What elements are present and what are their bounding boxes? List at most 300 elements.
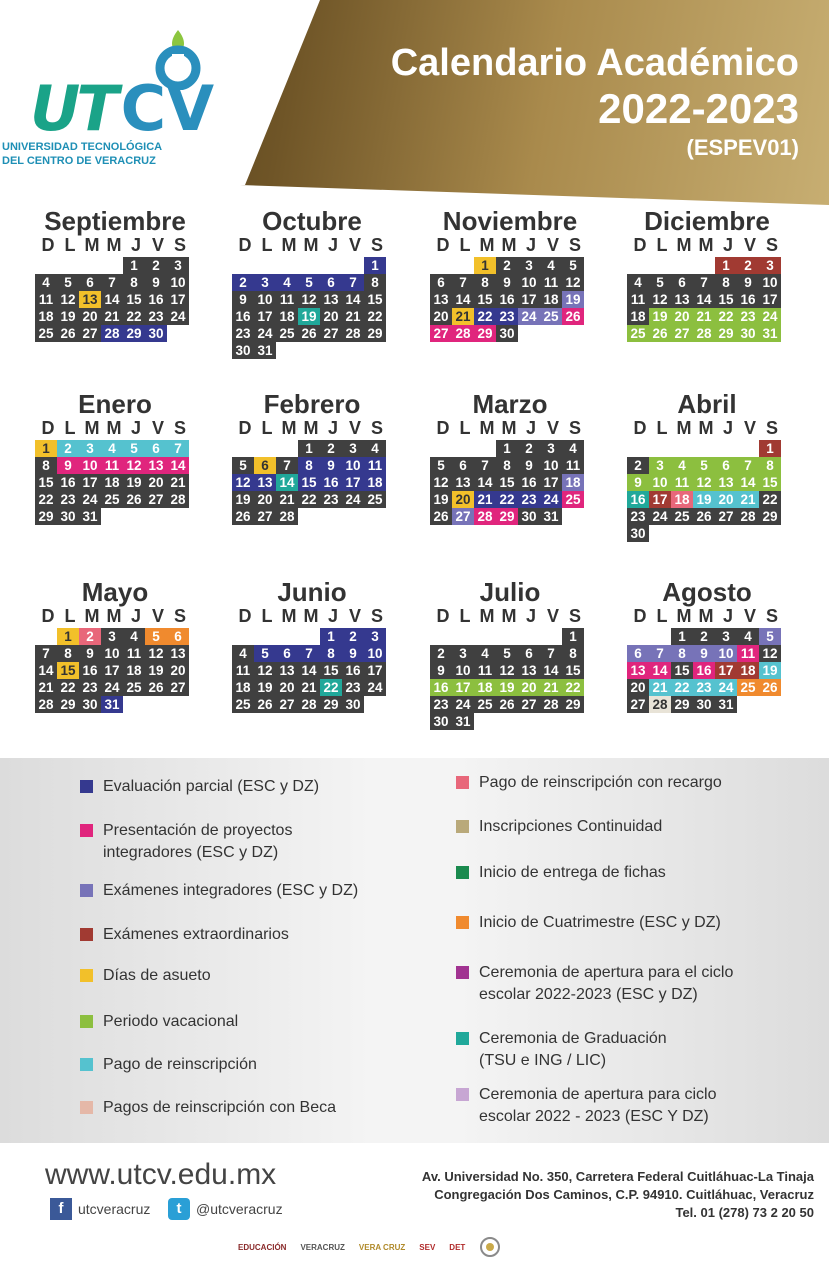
weekday-label: V bbox=[348, 606, 361, 626]
left-legend-item bbox=[80, 924, 289, 946]
empty-cell bbox=[671, 440, 693, 457]
legend-label: Inscripciones Continuidad bbox=[479, 818, 663, 835]
day-cell: 7 bbox=[737, 457, 759, 474]
empty-cell bbox=[452, 628, 474, 645]
day-cell: 4 bbox=[276, 274, 298, 291]
day-cell: 27 bbox=[145, 491, 167, 508]
day-cell: 15 bbox=[474, 291, 496, 308]
empty-cell bbox=[320, 257, 342, 274]
legend-label: Inicio de Cuatrimestre (ESC y DZ) bbox=[479, 914, 721, 931]
legend-label: Días de asueto bbox=[103, 967, 211, 984]
day-cell: 14 bbox=[342, 291, 364, 308]
address-line1: Av. Universidad No. 350, Carretera Federal Cuitláhuac-La Tinaja bbox=[421, 1169, 814, 1184]
day-cell: 7 bbox=[35, 645, 57, 662]
day-cell: 7 bbox=[452, 274, 474, 291]
day-cell: 11 bbox=[35, 291, 57, 308]
title-line1: Calendario Académico bbox=[390, 42, 799, 84]
weekday-label: M bbox=[303, 418, 319, 438]
day-cell: 15 bbox=[298, 474, 320, 491]
empty-cell bbox=[101, 257, 123, 274]
weekday-label: M bbox=[84, 606, 100, 626]
day-cell: 29 bbox=[715, 325, 737, 342]
month-abril bbox=[627, 390, 787, 542]
day-cell: 13 bbox=[452, 474, 474, 491]
day-cell: 5 bbox=[562, 257, 584, 274]
weekday-label: V bbox=[546, 418, 559, 438]
day-grid bbox=[430, 628, 590, 730]
weekday-label: M bbox=[501, 418, 517, 438]
sponsor-logo-educacion: EDUCACIÓN bbox=[238, 1242, 287, 1252]
day-cell: 13 bbox=[430, 291, 452, 308]
month-name: Septiembre bbox=[44, 206, 186, 236]
day-cell: 17 bbox=[254, 308, 276, 325]
day-cell: 25 bbox=[627, 325, 649, 342]
legend-label: Exámenes integradores (ESC y DZ) bbox=[103, 882, 359, 899]
day-cell: 3 bbox=[254, 274, 276, 291]
day-cell: 20 bbox=[518, 679, 540, 696]
day-cell: 12 bbox=[145, 645, 167, 662]
day-cell: 29 bbox=[562, 696, 584, 713]
weekday-label: S bbox=[568, 235, 581, 255]
day-cell: 16 bbox=[79, 662, 101, 679]
month-julio bbox=[430, 578, 590, 730]
day-cell: 13 bbox=[627, 662, 649, 679]
day-cell: 13 bbox=[715, 474, 737, 491]
day-cell: 10 bbox=[254, 291, 276, 308]
day-cell: 18 bbox=[35, 308, 57, 325]
day-cell: 25 bbox=[737, 679, 759, 696]
month-octubre bbox=[232, 207, 392, 359]
month-name: Agosto bbox=[662, 577, 752, 607]
weekday-label: J bbox=[525, 235, 536, 255]
day-cell: 1 bbox=[364, 257, 386, 274]
sponsor-logo-veracruz: VERACRUZ bbox=[300, 1242, 345, 1252]
day-cell: 20 bbox=[167, 662, 189, 679]
day-cell: 10 bbox=[759, 274, 781, 291]
day-cell: 26 bbox=[649, 325, 671, 342]
day-cell: 23 bbox=[430, 696, 452, 713]
empty-cell bbox=[627, 257, 649, 274]
day-grid bbox=[430, 440, 590, 525]
day-cell: 27 bbox=[715, 508, 737, 525]
day-cell: 4 bbox=[737, 628, 759, 645]
day-cell: 22 bbox=[759, 491, 781, 508]
empty-cell bbox=[35, 257, 57, 274]
day-cell: 9 bbox=[430, 662, 452, 679]
day-cell: 4 bbox=[101, 440, 123, 457]
legend-swatch bbox=[80, 1058, 93, 1071]
weekday-label: S bbox=[370, 606, 383, 626]
legend-swatch bbox=[80, 824, 93, 837]
weekday-label: J bbox=[130, 606, 141, 626]
day-cell: 15 bbox=[364, 291, 386, 308]
month-agosto bbox=[627, 578, 787, 713]
day-cell: 8 bbox=[35, 457, 57, 474]
day-grid bbox=[35, 628, 195, 713]
day-cell: 23 bbox=[232, 325, 254, 342]
day-cell: 15 bbox=[35, 474, 57, 491]
day-cell: 6 bbox=[79, 274, 101, 291]
day-cell: 28 bbox=[101, 325, 123, 342]
legend-swatch bbox=[456, 916, 469, 929]
weekday-label: L bbox=[261, 418, 273, 438]
day-cell: 19 bbox=[232, 491, 254, 508]
day-cell: 11 bbox=[101, 457, 123, 474]
day-cell: 21 bbox=[101, 308, 123, 325]
day-cell: 1 bbox=[496, 440, 518, 457]
day-cell: 3 bbox=[540, 440, 562, 457]
day-cell: 23 bbox=[79, 679, 101, 696]
day-cell: 31 bbox=[101, 696, 123, 713]
day-cell: 6 bbox=[671, 274, 693, 291]
weekday-label: V bbox=[743, 418, 756, 438]
day-cell: 5 bbox=[232, 457, 254, 474]
empty-cell bbox=[693, 257, 715, 274]
day-cell: 11 bbox=[474, 662, 496, 679]
seal-icon bbox=[479, 1236, 501, 1258]
month-diciembre bbox=[627, 207, 787, 342]
month-name: Enero bbox=[78, 389, 152, 419]
day-cell: 3 bbox=[649, 457, 671, 474]
weekday-label: M bbox=[303, 606, 319, 626]
day-cell: 5 bbox=[254, 645, 276, 662]
day-grid bbox=[35, 257, 195, 342]
day-cell: 19 bbox=[759, 662, 781, 679]
day-cell: 15 bbox=[671, 662, 693, 679]
day-cell: 9 bbox=[627, 474, 649, 491]
day-cell: 10 bbox=[342, 457, 364, 474]
day-cell: 2 bbox=[496, 257, 518, 274]
day-cell: 30 bbox=[145, 325, 167, 342]
weekday-label: M bbox=[676, 418, 692, 438]
day-cell: 23 bbox=[693, 679, 715, 696]
day-cell: 2 bbox=[693, 628, 715, 645]
university-name-line1: UNIVERSIDAD TECNOLÓGICA bbox=[2, 141, 163, 153]
weekday-label: S bbox=[370, 235, 383, 255]
day-cell: 23 bbox=[57, 491, 79, 508]
empty-cell bbox=[232, 257, 254, 274]
day-cell: 22 bbox=[123, 308, 145, 325]
day-cell: 8 bbox=[562, 645, 584, 662]
day-grid bbox=[232, 628, 392, 713]
weekday-label: M bbox=[676, 606, 692, 626]
empty-cell bbox=[254, 628, 276, 645]
day-grid bbox=[627, 257, 787, 342]
day-cell: 23 bbox=[320, 491, 342, 508]
day-cell: 31 bbox=[452, 713, 474, 730]
empty-cell bbox=[474, 440, 496, 457]
day-cell: 28 bbox=[167, 491, 189, 508]
day-cell: 10 bbox=[364, 645, 386, 662]
day-cell: 20 bbox=[320, 308, 342, 325]
empty-cell bbox=[649, 440, 671, 457]
day-cell: 27 bbox=[671, 325, 693, 342]
day-cell: 22 bbox=[496, 491, 518, 508]
day-cell: 25 bbox=[123, 679, 145, 696]
day-cell: 6 bbox=[452, 457, 474, 474]
empty-cell bbox=[649, 257, 671, 274]
weekday-label: M bbox=[303, 235, 319, 255]
day-cell: 18 bbox=[627, 308, 649, 325]
month-enero bbox=[35, 390, 195, 525]
day-cell: 21 bbox=[693, 308, 715, 325]
day-cell: 4 bbox=[474, 645, 496, 662]
empty-cell bbox=[452, 257, 474, 274]
day-cell: 25 bbox=[232, 696, 254, 713]
weekday-label: J bbox=[130, 235, 141, 255]
day-cell: 29 bbox=[496, 508, 518, 525]
weekday-label: M bbox=[698, 418, 714, 438]
day-cell: 31 bbox=[79, 508, 101, 525]
weekday-label: D bbox=[436, 606, 450, 626]
legend-swatch bbox=[456, 820, 469, 833]
month-name: Febrero bbox=[263, 389, 361, 419]
day-cell: 29 bbox=[320, 696, 342, 713]
day-cell: 8 bbox=[298, 457, 320, 474]
day-cell: 18 bbox=[737, 662, 759, 679]
day-cell: 30 bbox=[232, 342, 254, 359]
empty-cell bbox=[254, 440, 276, 457]
day-cell: 14 bbox=[474, 474, 496, 491]
day-cell: 16 bbox=[232, 308, 254, 325]
day-cell: 5 bbox=[496, 645, 518, 662]
empty-cell bbox=[232, 440, 254, 457]
day-cell: 21 bbox=[474, 491, 496, 508]
legend-label: Pago de reinscripción con recargo bbox=[479, 774, 722, 791]
day-cell: 15 bbox=[123, 291, 145, 308]
empty-cell bbox=[540, 628, 562, 645]
weekday-label: V bbox=[151, 235, 164, 255]
weekday-label: L bbox=[459, 606, 471, 626]
day-cell: 24 bbox=[518, 308, 540, 325]
day-cell: 6 bbox=[627, 645, 649, 662]
website-url[interactable]: www.utcv.edu.mx bbox=[45, 1158, 277, 1191]
day-cell: 21 bbox=[540, 679, 562, 696]
sponsor-logo-sev: SEV bbox=[419, 1242, 436, 1252]
day-cell: 15 bbox=[562, 662, 584, 679]
day-cell: 20 bbox=[276, 679, 298, 696]
day-cell: 4 bbox=[35, 274, 57, 291]
twitter-link[interactable] bbox=[168, 1198, 283, 1220]
day-cell: 1 bbox=[671, 628, 693, 645]
day-cell: 6 bbox=[145, 440, 167, 457]
day-cell: 7 bbox=[693, 274, 715, 291]
weekday-label: D bbox=[41, 606, 55, 626]
day-cell: 14 bbox=[540, 662, 562, 679]
weekday-label: V bbox=[151, 418, 164, 438]
empty-cell bbox=[518, 628, 540, 645]
month-name: Mayo bbox=[81, 577, 149, 607]
weekday-label: J bbox=[327, 606, 338, 626]
day-cell: 18 bbox=[123, 662, 145, 679]
day-cell: 20 bbox=[715, 491, 737, 508]
day-cell: 9 bbox=[518, 457, 540, 474]
day-cell: 24 bbox=[79, 491, 101, 508]
day-cell: 27 bbox=[452, 508, 474, 525]
day-cell: 28 bbox=[474, 508, 496, 525]
day-cell: 9 bbox=[320, 457, 342, 474]
day-cell: 24 bbox=[167, 308, 189, 325]
day-cell: 9 bbox=[693, 645, 715, 662]
day-cell: 29 bbox=[364, 325, 386, 342]
day-cell: 6 bbox=[715, 457, 737, 474]
legend-label: Pagos de reinscripción con Beca bbox=[103, 1099, 337, 1116]
weekday-label: M bbox=[698, 235, 714, 255]
day-cell: 17 bbox=[518, 291, 540, 308]
day-cell: 11 bbox=[562, 457, 584, 474]
left-legend-item bbox=[80, 880, 358, 902]
day-cell: 16 bbox=[57, 474, 79, 491]
day-cell: 25 bbox=[562, 491, 584, 508]
day-cell: 6 bbox=[430, 274, 452, 291]
day-cell: 25 bbox=[101, 491, 123, 508]
day-cell: 7 bbox=[342, 274, 364, 291]
weekday-label: D bbox=[633, 606, 647, 626]
empty-cell bbox=[430, 257, 452, 274]
day-cell: 22 bbox=[298, 491, 320, 508]
day-cell: 12 bbox=[232, 474, 254, 491]
weekday-label: M bbox=[501, 606, 517, 626]
day-cell: 24 bbox=[342, 491, 364, 508]
weekday-label: D bbox=[238, 606, 252, 626]
legend-swatch bbox=[80, 1015, 93, 1028]
day-cell: 17 bbox=[452, 679, 474, 696]
day-cell: 5 bbox=[145, 628, 167, 645]
day-cell: 24 bbox=[649, 508, 671, 525]
day-cell: 5 bbox=[430, 457, 452, 474]
day-cell: 27 bbox=[627, 696, 649, 713]
day-cell: 10 bbox=[649, 474, 671, 491]
day-cell: 15 bbox=[57, 662, 79, 679]
weekday-label: D bbox=[41, 235, 55, 255]
twitter-handle: @utcveracruz bbox=[196, 1201, 283, 1217]
day-cell: 9 bbox=[145, 274, 167, 291]
day-cell: 28 bbox=[693, 325, 715, 342]
day-cell: 27 bbox=[79, 325, 101, 342]
weekday-label: J bbox=[130, 418, 141, 438]
day-cell: 29 bbox=[759, 508, 781, 525]
day-cell: 16 bbox=[430, 679, 452, 696]
day-cell: 26 bbox=[430, 508, 452, 525]
day-cell: 17 bbox=[79, 474, 101, 491]
day-cell: 3 bbox=[101, 628, 123, 645]
day-cell: 17 bbox=[364, 662, 386, 679]
day-cell: 6 bbox=[276, 645, 298, 662]
day-cell: 1 bbox=[35, 440, 57, 457]
day-cell: 13 bbox=[518, 662, 540, 679]
day-cell: 20 bbox=[627, 679, 649, 696]
weekday-label: V bbox=[743, 235, 756, 255]
day-cell: 16 bbox=[145, 291, 167, 308]
day-cell: 16 bbox=[320, 474, 342, 491]
day-cell: 16 bbox=[627, 491, 649, 508]
day-cell: 13 bbox=[167, 645, 189, 662]
weekday-label: V bbox=[743, 606, 756, 626]
day-cell: 2 bbox=[79, 628, 101, 645]
day-cell: 2 bbox=[430, 645, 452, 662]
day-cell: 11 bbox=[232, 662, 254, 679]
title-line2: 2022-2023 bbox=[598, 85, 799, 132]
empty-cell bbox=[693, 440, 715, 457]
left-legend-item bbox=[80, 1054, 257, 1076]
month-noviembre bbox=[430, 207, 590, 342]
day-cell: 11 bbox=[276, 291, 298, 308]
weekday-label: S bbox=[173, 606, 186, 626]
day-cell: 12 bbox=[759, 645, 781, 662]
day-cell: 18 bbox=[364, 474, 386, 491]
phone-number: Tel. 01 (278) 73 2 20 50 bbox=[675, 1205, 814, 1220]
day-cell: 8 bbox=[474, 274, 496, 291]
legend-swatch bbox=[80, 928, 93, 941]
weekday-label: L bbox=[459, 418, 471, 438]
day-cell: 6 bbox=[320, 274, 342, 291]
weekday-label: L bbox=[64, 418, 76, 438]
day-cell: 23 bbox=[496, 308, 518, 325]
day-cell: 20 bbox=[430, 308, 452, 325]
weekday-label: S bbox=[765, 418, 778, 438]
day-cell: 12 bbox=[254, 662, 276, 679]
day-cell: 28 bbox=[35, 696, 57, 713]
empty-cell bbox=[496, 628, 518, 645]
twitter-icon: t bbox=[168, 1198, 190, 1220]
day-cell: 22 bbox=[35, 491, 57, 508]
day-cell: 30 bbox=[342, 696, 364, 713]
weekday-label: M bbox=[281, 418, 297, 438]
day-cell: 14 bbox=[35, 662, 57, 679]
day-cell: 22 bbox=[715, 308, 737, 325]
empty-cell bbox=[276, 628, 298, 645]
day-cell: 28 bbox=[452, 325, 474, 342]
day-cell: 19 bbox=[254, 679, 276, 696]
day-cell: 3 bbox=[364, 628, 386, 645]
day-cell: 9 bbox=[79, 645, 101, 662]
day-cell: 19 bbox=[562, 291, 584, 308]
day-cell: 3 bbox=[342, 440, 364, 457]
day-cell: 4 bbox=[671, 457, 693, 474]
month-name: Octubre bbox=[262, 206, 362, 236]
day-grid bbox=[232, 257, 392, 359]
month-junio bbox=[232, 578, 392, 713]
day-cell: 21 bbox=[342, 308, 364, 325]
day-cell: 11 bbox=[364, 457, 386, 474]
day-cell: 27 bbox=[430, 325, 452, 342]
day-cell: 8 bbox=[496, 457, 518, 474]
month-name: Abril bbox=[677, 389, 737, 419]
weekday-header bbox=[629, 418, 787, 438]
weekday-label: M bbox=[479, 235, 495, 255]
empty-cell bbox=[79, 257, 101, 274]
empty-cell bbox=[298, 628, 320, 645]
day-cell: 29 bbox=[57, 696, 79, 713]
weekday-label: D bbox=[436, 235, 450, 255]
month-marzo bbox=[430, 390, 590, 525]
day-cell: 27 bbox=[276, 696, 298, 713]
weekday-label: M bbox=[479, 418, 495, 438]
legend-swatch bbox=[456, 966, 469, 979]
day-cell: 30 bbox=[693, 696, 715, 713]
day-cell: 14 bbox=[298, 662, 320, 679]
day-cell: 4 bbox=[562, 440, 584, 457]
day-cell: 9 bbox=[342, 645, 364, 662]
day-cell: 15 bbox=[320, 662, 342, 679]
day-cell: 18 bbox=[562, 474, 584, 491]
day-cell: 23 bbox=[145, 308, 167, 325]
day-cell: 13 bbox=[671, 291, 693, 308]
weekday-label: M bbox=[84, 418, 100, 438]
facebook-link[interactable] bbox=[50, 1198, 150, 1220]
day-cell: 21 bbox=[167, 474, 189, 491]
day-cell: 22 bbox=[671, 679, 693, 696]
